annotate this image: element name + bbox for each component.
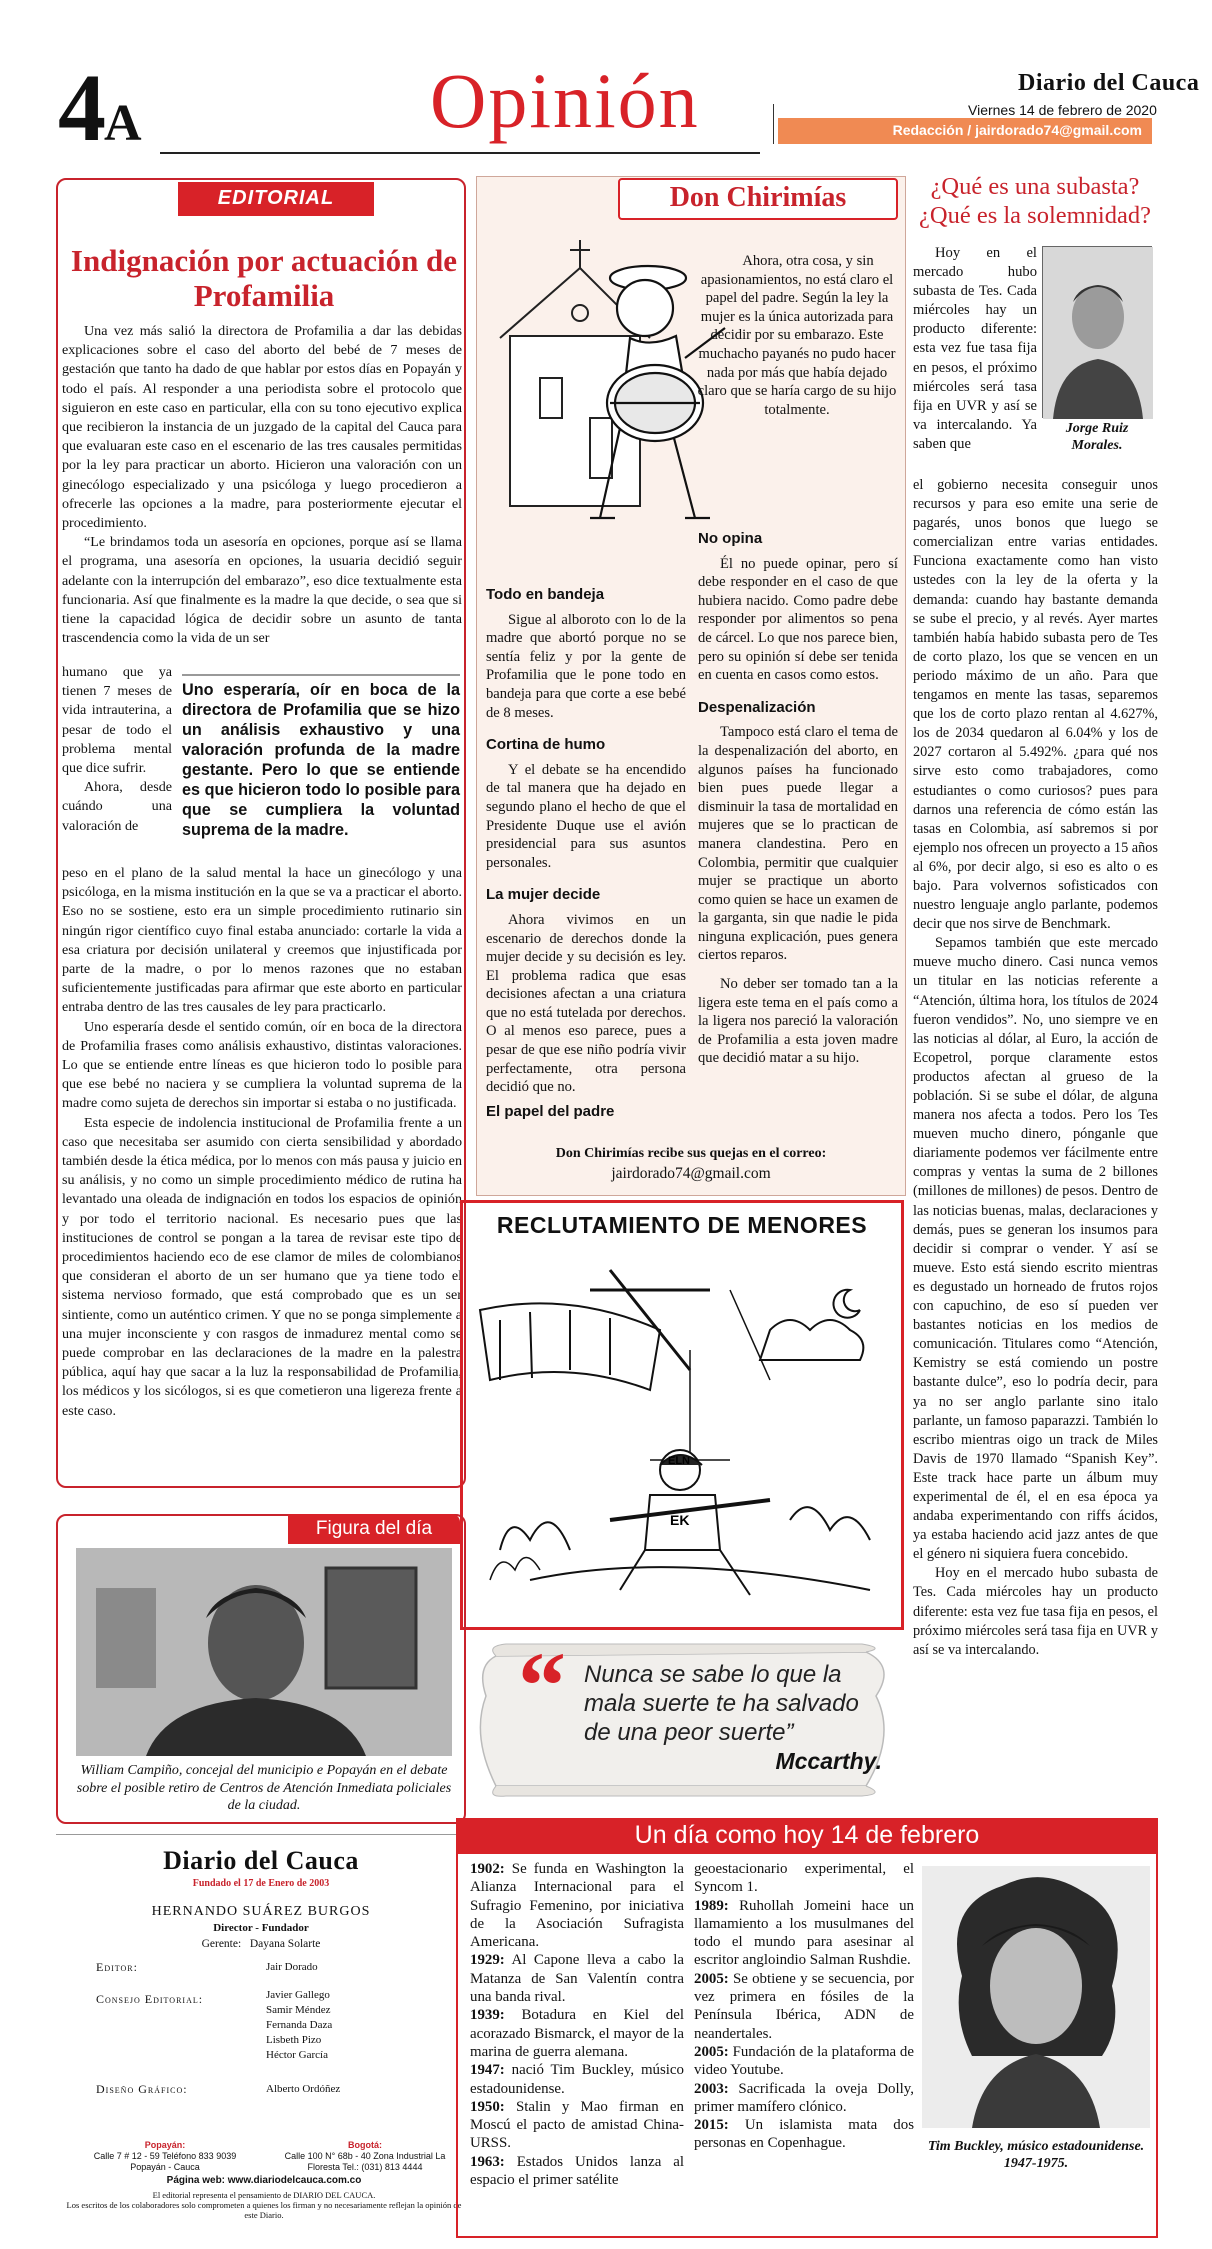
consejo-member: Fernanda Daza [266, 2019, 333, 2031]
column-intro [913, 244, 1037, 454]
masthead-website[interactable]: Página web: www.diariodelcauca.com.co [166, 2175, 362, 2186]
page-number: 4A [58, 54, 140, 161]
column-paragraph: Hoy en el mercado hubo subasta de Tes. Cada miércoles hay un producto diferente: esta vez fue tasa fija en pesos, el próximo miércoles será tasa fija en UVR y así se va intercalando. [913, 1565, 1158, 1658]
don-chirimias-email[interactable]: jairdorado74@gmail.com [611, 1165, 771, 1182]
editorial-pullquote: Uno esperaría, oír en boca de la directora de Profamilia que se hizo un análisis exhaustivo y una valoración profunda de la madre gestante. Pero lo que se entiende es que hicieron todo lo posible para que se cumpliera la voluntad suprema de la madre. [182, 681, 460, 839]
column-paragraph: Hoy en el mercado hubo subasta de Tes. Cada miércoles hay un producto diferente: esta vez fue tasa fija en pesos, el próximo miércoles será tasa fija en UVR y así se va intercalando. Ya saben que [913, 245, 1037, 452]
pullquote-rule [182, 674, 460, 676]
editorial-narrow-column [62, 663, 172, 836]
consejo-member: Lisbeth Pizo [266, 2034, 322, 2046]
masthead-editor-label: Editor: [96, 1960, 138, 1974]
quote-text: Nunca se sabe lo que la mala suerte te ha salvado de una peor suerte” [584, 1661, 859, 1746]
consejo-member: Héctor García [266, 2049, 328, 2061]
efemerides-column-2 [694, 1860, 914, 2153]
don-chirimias-title: Don Chirimías [618, 178, 898, 220]
cartoon-label-eln: ELN [668, 1455, 690, 1467]
efemeride-item: 1989: Ruhollah Jomeini hace un llamamiento a los musulmanes del todo el mundo para asesinar al escritor angloindio Salman Rushdie. [694, 1897, 914, 1969]
efemeride-item: 1902: Se funda en Washington la Alianza Internacional para el Sufragio Femenino, por iniciativa de la Asociación Sufragista Americana. [470, 1861, 684, 1951]
cartoonist-signature [490, 1558, 540, 1581]
quote-author: Mccarthy. [775, 1748, 882, 1774]
columnist-name: Jorge Ruiz Morales. [1065, 421, 1129, 453]
redaccion-email-bar: Redacción / jairdorado74@gmail.com [778, 118, 1152, 144]
columnist-photo [1042, 246, 1152, 418]
masthead-founded: Fundado el 17 de Enero de 2003 [192, 1878, 330, 1889]
figura-del-dia-photo [76, 1548, 452, 1756]
efemeride-item: 2005: Fundación de la plataforma de video Youtube. [694, 2043, 914, 2079]
masthead-director: HERNANDO SUÁREZ BURGOS [151, 1904, 371, 1919]
don-paragraph: Ahora, otra cosa, y sin apasionamientos, no está claro el papel del padre. Según la ley la mujer es la única autorizada para decidir por su embarazo. Este muchacho payanés no pudo hacer nada por más que había dejado claro que se haría cargo de su hijo totalmente. [697, 253, 897, 418]
efemeride-item: geoestacionario experimental, el Syncom 1. [694, 1861, 914, 1896]
subhead-cortina-de-humo: Cortina de humo [486, 736, 606, 754]
masthead-consejo-list [266, 1988, 332, 2063]
masthead-diseno-label: Diseño Gráfico: [96, 2082, 188, 2096]
don-paragraph: Ahora vivimos en un escenario de derechos donde la mujer decide y su decisión es ley. El problema radica que esas decisiones afectan a una criatura que no está tutelada por derechos. O al menos eso parece, pues a pesar de que ese niño podría vivir perfectamente, otra persona decidió que no. [486, 911, 686, 1096]
don-paragraph: Tampoco está claro el tema de la despenalización del aborto, en algunos países ha funcionado bien pues puede llegar a disminuir la tasa de mortalidad en mujeres que se lo practican de manera clandestina. Pero en Colombia, permitir que cualquier mujer se practique un aborto como quien se hace un examen de la garganta, sin que nadie le pida ninguna explicación, pues genera ciertos reparos. [698, 724, 898, 964]
newspaper-name: Diario del Cauca [1018, 70, 1200, 96]
efemeride-item: 1939: Botadura en Kiel del acorazado Bismarck, el mayor de la marina de guerra alemana. [470, 2007, 684, 2060]
section-title: Opinión [430, 57, 700, 144]
don-chirimias-footer-label: Don Chirimías recibe sus quejas en el correo: [555, 1146, 827, 1161]
masthead-diseno: Alberto Ordóñez [266, 2083, 341, 2095]
column-body [913, 476, 1158, 1660]
subhead-la-mujer-decide: La mujer decide [486, 886, 601, 904]
masthead-disclaimer: El editorial representa el pensamiento de DIARIO DEL CAUCA. Los escritos de los colaboradores solo comprometen a quienes los firman y no necesariamente reflejan la opinión de este Diario. [66, 2190, 462, 2220]
efemeride-item: 1947: nació Tim Buckley, músico estadounidense. [470, 2062, 684, 2097]
editorial-title: Indignación por actuación de Profamilia [70, 243, 458, 313]
date-line: Viernes 14 de febrero de 2020 [968, 102, 1157, 118]
column-paragraph: Sepamos también que este mercado mueve mucho dinero. Casi nunca vemos un titular en las noticias referente a “Atención, última hora, los títulos de 2024 fueron vendidos”. No, uno siempre ve en las noticias al dólar, al Euro, la acción de Ecopetrol, porque claramente estos productos afectan al grueso de la población. Si se sube el dólar, de alguna manera nos afecta a todos. Pero los Tes mueven mucho dinero, pónganle que diariamente podemos ver fácilmente entre compras y ventas la suma de 2 billones (millones de millones) de pesos. Dentro de las noticias buenas, malas, declaraciones y demás, pues se generan los insumos para decidir si comprar o vender. Y así se mueve. Esto está siendo escrito mientras es degustado un horneado de frutos rojos con capuchino, de eso sí pueden ver bastantes noticias en los medios de comunicación. Titulares como “Atención, Kemistry se está comiendo un postre bastante dulce”, eso lo podría decir, para ya no ser anglo parlante sino italo parlante, un famoso paparazzi. También lo escribo mientras oigo un track de Miles Davis de 1970 llamado “Spanish Key”. Este track hace parte un álbum muy experimental de él, el en esa época ya andaba experimentando con riffs ácidos, ya estaba haciendo acid jazz antes de que el género ni siquiera fuera concebido. [913, 935, 1158, 1563]
subhead-todo-en-bandeja: Todo en bandeja [486, 586, 605, 603]
don-paragraph: Él no puede opinar, pero sí debe responder en el caso de que hubiera nacido. Como padre debe responder por alimentos so pena de cárcel. Lo que nos parece bien, pero su opinión sí debe ser tenida en cuenta en casos como estos. [698, 555, 898, 684]
editorial-paragraph: Esta especie de indolencia institucional de Profamilia frente a un caso que necesitaba ser asumido con cierta sensibilidad y abordado también desde la ética médica, por lo menos con más pausa y juicio en su análisis, y no como un simple procedimiento médico de rutina ha levantado una oleada de indignación en todos los espacios de opinión y por todo el territorio nacional. Es necesario pues que las instituciones de control se pongan a la tarea de revisar este tipo de procedimientos haciendo eco de ese clamor de miles de colombianos que consideran el aborto de un ser humano que ya tiene todo el sistema nervioso formado, que está comprobado que es un ser sintiente, como un auténtico crimen. Y que no se ponga simplemente a una mujer inconsciente y con rasgos de inmadurez mental como se puede comprobar en las declaraciones de la madre en la palestra pública, aquí hay que sacar a la luz la responsabilidad de Profamilia, los médicos y los sicólogos, si es que cometieron una ligereza frente a este caso. [62, 1114, 462, 1419]
column-title: ¿Qué es una subasta? ¿Qué es la solemnidad? [919, 173, 1151, 229]
efemerides-column-1 [470, 1860, 684, 2189]
column-paragraph: el gobierno necesita conseguir unos recursos y para eso emite una serie de pagarés, unos bonos que luego se comercializan entre varias entidades. Funciona exactamente como han visto ustedes con la ley de la oferta y la demanda: cuando hay bastante demanda se sube el precio, y al revés. Ayer martes también había habido subasta pero de Tes de corto plazo, los que se vencen en un periodo máximo de un año. Para que tengamos en mente las tasas, separemos que los de corto plazo rentan al 4.627%, los de 2034 quedaron al 6.04% y los de 2027 cortaron al 5.492%. ¿para qué nos sirve esto como trabajadores, como estudiantes o como curiosos? pues para darnos una referencia de cómo están las tasas en Colombia, así sabremos si por ejemplo nos ofrecen un proyecto a 15 años al 6%, por decir algo, si eso es alto o es bajo. Para volvernos sofisticados con nuestro lenguaje anglo parlante, podemos decir que nos sirve de Benchmark. [913, 477, 1158, 933]
editorial-paragraph: Una vez más salió la directora de Profamilia a dar las debidas explicaciones sobre el caso del aborto del bebé de 7 meses de gestación que tanto ha dado de que hablar por estos días en Popayán y todo el país. Al responder a una periodista sobre el protocolo que siguieron en este caso en particular, ella con su tono ejecutivo explica que recibieron la instancia de un juzgado de la capital del Cauca para que evaluaran este caso en el escenario de las tres causales permitidas por la ley para practicar un aborto. Hicieron una valoración con un ginecólogo especializado y una psicóloga y luego procedieron a ofrecerle las opciones a la madre, para posteriormente ejecutar el procedimiento. [62, 323, 462, 532]
don-chirimias-column-left [486, 580, 686, 1127]
don-paragraph: Sigue al alboroto con lo de la madre que abortó porque no se sentía feliz y por la gente de Profamilia que le pone todo en bandeja para que corte a ese bebé de 8 meses. [486, 611, 686, 721]
efemeride-item: 2003: Sacrificada la oveja Dolly, primer mamífero clónico. [694, 2080, 914, 2115]
subhead-no-opina: No opina [698, 530, 763, 547]
header-rule [160, 152, 760, 154]
editorial-paragraph: Ahora, desde cuándo una valoración de [62, 779, 172, 834]
tim-buckley-caption: Tim Buckley, músico estadounidense. 1947-1975. [927, 2139, 1145, 2171]
don-paragraph: No deber ser tomado tan a la ligera este tema en el país como a la ligera nos pareció la valoración de Profamilia a esta joven madre que decidió matar a su hijo. [698, 976, 898, 1067]
editorial-paragraph: Uno esperaría desde el sentido común, oír en boca de la directora de Profamilia frases como análisis exhaustivo, distintas valoraciones. Lo que se entiende entre líneas es que hicieron todo lo posible para que ese bebé no naciera y se cumpliera la voluntad suprema de la madre como sujeta de derechos sin importar si estaba o no justificada. [62, 1018, 462, 1112]
cartoon-label-ek: EK [670, 1512, 690, 1528]
masthead-editor: Jair Dorado [266, 1961, 318, 1973]
header-divider [773, 104, 774, 144]
consejo-member: Samir Méndez [266, 2004, 331, 2016]
contact-popayan: Popayán: Calle 7 # 12 - 59 Teléfono 833 9039 Popayán - Cauca [93, 2140, 237, 2172]
figura-del-dia-caption: William Campiño, concejal del municipio e Popayán en el debate sobre el posible retiro de Centros de Atención Inmediata policiales de la ciudad. [76, 1763, 452, 1813]
efemeride-item: 1929: Al Capone lleva a cabo la Matanza de San Valentín contra una banda rival. [470, 1952, 684, 2006]
masthead-logo: Diario del Cauca [163, 1846, 359, 1875]
un-dia-como-hoy-title: Un día como hoy 14 de febrero [456, 1818, 1158, 1854]
efemeride-item: 2015: Un islamista mata dos personas en Copenhague. [694, 2117, 914, 2152]
editorial-paragraph: humano que ya tienen 7 meses de vida intrauterina, a pesar de todo el problema mental que dice sufrir. [62, 664, 172, 777]
don-chirimias-intro [692, 252, 902, 419]
editorial-paragraph: “Le brindamos toda un asesoría en opciones, porque así se llama el programa, una asesoría en opciones, la usuaria decidió seguir adelante con la interrupción del embarazo”, eso dice textualmente esta funcionaria. Así que finalmente es la madre la que decide, o sea que si tiene la capacidad lógica de decidir sobre un asunto de tanta trascendencia como la vida de un ser [62, 534, 462, 647]
editorial-tag: EDITORIAL [178, 182, 374, 216]
consejo-member: Javier Gallego [266, 1989, 330, 2001]
editorial-body [62, 322, 462, 648]
cartoon-illustration [470, 1250, 894, 1622]
editorial-body-continued [62, 864, 462, 1421]
don-paragraph: Y el debate se ha encendido de tal manera que ha dejado en segundo plano el hecho de que el Presidente Duque use el avión presidencial para sus asuntos personales. [486, 761, 686, 871]
don-chirimias-column-right [698, 524, 898, 1068]
editorial-paragraph: peso en el plano de la salud mental la hace un ginecólogo y una psicóloga, en la misma institución en la que se va a practicar el aborto. Eso no se sostiene, esto era un simple procedimiento rutinario sin ningún rigor científico cuyo final estaba anunciado: cortarle la vida a esa criatura por decisión unilateral y creemos que injustificada por parte de la madre, o por lo menos razones que no estaban suficientemente justificadas para afirmar que este aborto en particular entraba dentro de las tres causales de ley para practicarlo. [62, 865, 462, 1016]
subhead-despenalizacion: Despenalización [698, 698, 816, 716]
figura-del-dia-tag: Figura del día [288, 1514, 460, 1544]
efemeride-item: 1963: Estados Unidos lanza al espacio el primer satélite [470, 2153, 684, 2189]
efemeride-item: 1950: Stalin y Mao firman en Moscú el pacto de amistad China-URSS. [470, 2098, 684, 2152]
contact-bogota: Bogotá: Calle 100 N° 68b - 40 Zona Industrial La Floresta Tel.: (031) 813 4444 [284, 2140, 446, 2172]
efemeride-item: 2005: Se obtiene y se secuencia, por vez primera en fósiles de la Península Ibérica, ADN de neandertales. [694, 1970, 914, 2042]
quote-mark-icon: “ [518, 1632, 566, 1739]
cartoon-title: RECLUTAMIENTO DE MENORES [496, 1212, 868, 1238]
tim-buckley-photo [922, 1866, 1150, 2128]
masthead-director-role: Director - Fundador [213, 1922, 309, 1934]
masthead-gerente: Gerente: Dayana Solarte [201, 1938, 321, 1950]
masthead-consejo-label: Consejo Editorial: [96, 1992, 204, 2006]
subhead-el-papel-del-padre: El papel del padre [486, 1102, 615, 1120]
